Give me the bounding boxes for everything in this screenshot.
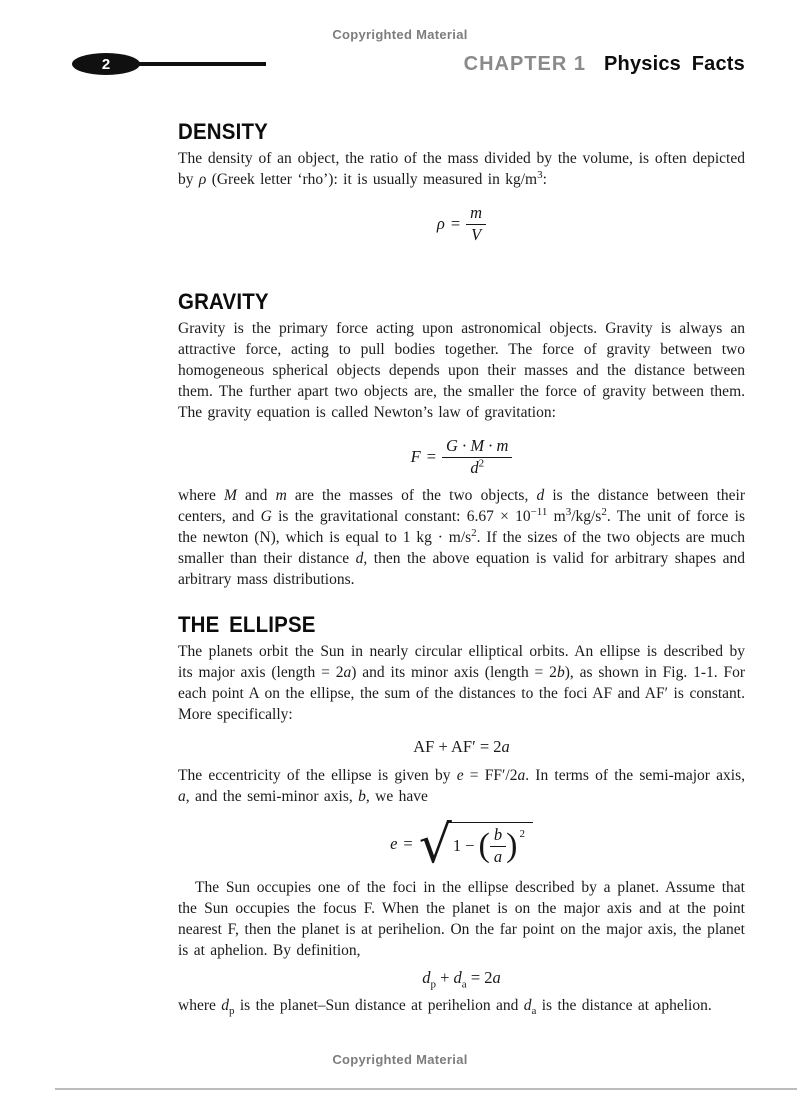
ellipse-paragraph-3: The Sun occupies one of the foci in the ellipse described by a planet. Assume that the Sun occupies the focus F. When the planet is on the major axis and at the point nearest F, then the planet is at perihelion. On the far point on the major axis, the planet is at aphelion. By definition,	[178, 879, 745, 959]
chapter-header	[0, 52, 800, 76]
equals-sign: =	[403, 834, 413, 853]
page-number-badge	[72, 53, 140, 75]
eccentricity-formula	[178, 815, 745, 873]
ellipse-paragraph-1: The planets orbit the Sun in nearly circular elliptical orbits. An ellipse is described by its major axis (length = 2a) and its minor axis (length = 2b), as shown in Fig. 1-1. For each point A on the ellipse, the sum of the distances to the foci AF and AF′ is constant. More specifically:	[178, 643, 746, 723]
section-heading-density: DENSITY	[178, 119, 268, 144]
force-symbol: F	[410, 447, 421, 466]
page-number-group	[72, 53, 266, 75]
fraction-b-over-a: $\frac{b}{a}$	[490, 826, 506, 867]
foci-sum-formula: AF + AF′ = 2a	[413, 737, 510, 756]
square-root	[418, 814, 533, 875]
ellipse-paragraph-4: where $d_p$ is the planet–Sun distance at perihelion and $d_a$ is the distance at aphelion.	[178, 997, 712, 1018]
gravity-paragraph-2: where M and m are the masses of the two objects, d is the distance between their centers, and G is the gravitational constant: $6.67 \times 10^{-11}$ $m^3/kg/s^2$. The unit of force is the newton (N), which is equal to 1 kg · $m/s^2$. If the sizes of the two objects are much smaller than their distance d, then the above equation is valid for arbitrary shapes and arbitrary mass distributions.	[178, 487, 746, 588]
perihelion-aphelion-formula: $d_p + d_a = 2a$	[422, 968, 501, 991]
radicand: 1 − ( $\frac{b}{a}$ ) 2	[448, 822, 533, 867]
chapter-label: CHAPTER 1	[463, 52, 586, 75]
chapter-heading	[464, 53, 745, 76]
chapter-title: Physics Facts	[603, 52, 745, 75]
section-heading-ellipse: THE ELLIPSE	[178, 612, 316, 637]
section-heading-gravity: GRAVITY	[178, 289, 269, 314]
copyright-notice-top: Copyrighted Material	[332, 27, 468, 42]
close-paren: )	[506, 826, 518, 864]
page-content	[178, 121, 745, 1016]
density-paragraph: The density of an object, the ratio of the mass divided by the volume, is often depicted by ρ (Greek letter ‘rho’): it is usually measured in $kg/m^3$:	[178, 150, 745, 188]
eccentricity-symbol: e	[390, 834, 398, 853]
page-bottom-rule	[55, 1088, 797, 1090]
equals-sign: =	[426, 447, 437, 466]
header-rule	[138, 62, 266, 66]
fraction-m-over-V: $\frac{m}{V}$	[466, 204, 486, 245]
open-paren: (	[478, 826, 490, 864]
page-number: 2	[101, 55, 111, 73]
density-formula	[178, 202, 745, 246]
radical-sign: √	[418, 814, 452, 875]
equals-sign: =	[450, 214, 461, 233]
gravity-paragraph-1: Gravity is the primary force acting upon astronomical objects. Gravity is always an attractive force, acting to pull bodies together. The force of gravity between two homogeneous spherical objects depends upon their masses and the distance between them. The further apart two objects are, the smaller the force of gravity between them. The gravity equation is called Newton’s law of gravitation:	[178, 320, 745, 421]
copyright-notice-bottom: Copyrighted Material	[332, 1052, 468, 1067]
rho-symbol: ρ	[436, 214, 445, 233]
gravitation-formula	[178, 433, 745, 481]
exponent-2: 2	[519, 827, 525, 840]
fraction-GMm-over-d2: $\frac{G \cdot M \cdot m}{d^2}$	[442, 437, 512, 478]
ellipse-paragraph-2: The eccentricity of the ellipse is given by e = FF′/2a. In terms of the semi-major axis, a, and the semi-minor axis, b, we have	[178, 767, 745, 805]
